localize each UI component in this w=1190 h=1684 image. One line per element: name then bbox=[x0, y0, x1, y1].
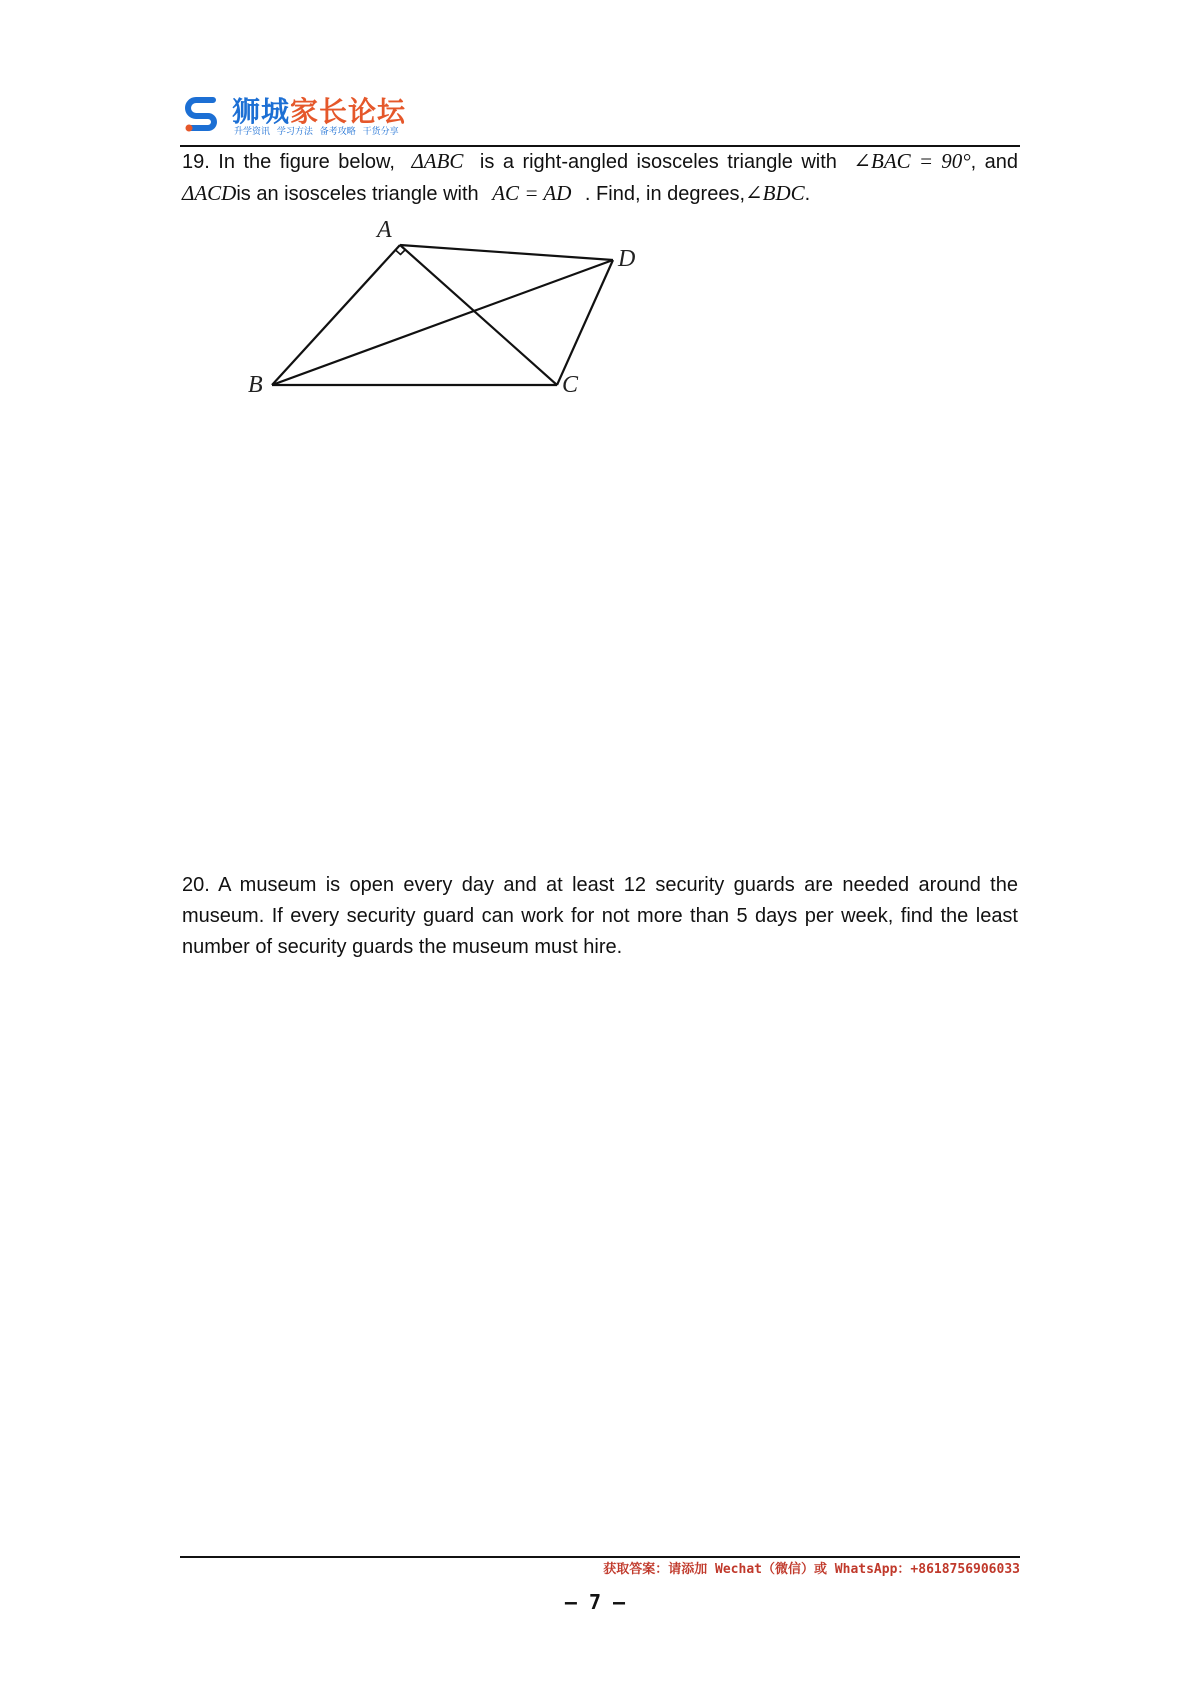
segment-bd bbox=[272, 260, 613, 385]
segment-ad bbox=[400, 245, 613, 260]
label-a: A bbox=[377, 220, 392, 243]
label-d: D bbox=[618, 246, 636, 272]
q19-math-ac-ad: AC = AD bbox=[492, 181, 572, 205]
footer-contact: 获取答案：请添加 Wechat（微信）或 WhatsApp：+8618756906033 bbox=[603, 1562, 1020, 1577]
q19-text-6: . bbox=[804, 183, 811, 205]
q19-text-2: is a right-angled isosceles triangle with bbox=[479, 151, 837, 173]
q19-text-5: . Find, in degrees, bbox=[584, 183, 746, 205]
logo-title-part2: 家长论坛 bbox=[290, 95, 407, 128]
q19-text-1: 19. In the figure below, bbox=[182, 151, 395, 173]
forum-logo-icon bbox=[180, 92, 224, 136]
logo-title-part1: 狮城 bbox=[232, 95, 291, 128]
segment-cd bbox=[557, 260, 613, 385]
question-20: 20. A museum is open every day and at least 12 security guards are needed around the museum. If every security guard can work for not more than 5 days per week, find the least number of security guards the museum must hire. bbox=[182, 874, 1018, 958]
q19-math-bac: ∠BAC = 90° bbox=[853, 149, 971, 173]
label-b: B bbox=[248, 372, 263, 398]
logo-subtitle: 升学资讯 学习方法 备考攻略 干货分享 bbox=[234, 127, 399, 137]
right-angle-marker bbox=[396, 250, 406, 255]
question-19 bbox=[182, 146, 1018, 210]
q19-math-abc: ΔABC bbox=[411, 149, 464, 173]
q19-text-3: , and bbox=[970, 151, 1019, 173]
segment-ab bbox=[272, 245, 400, 385]
triangle-figure bbox=[240, 220, 660, 400]
page-header bbox=[180, 90, 1020, 146]
q19-text-4: is an isosceles triangle with bbox=[236, 183, 479, 205]
segment-ac bbox=[400, 245, 557, 385]
q19-math-bdc: ∠BDC bbox=[745, 181, 805, 205]
page-number: – 7 – bbox=[564, 1590, 626, 1614]
q19-math-acd: ΔACD bbox=[182, 181, 237, 205]
label-c: C bbox=[562, 372, 579, 398]
